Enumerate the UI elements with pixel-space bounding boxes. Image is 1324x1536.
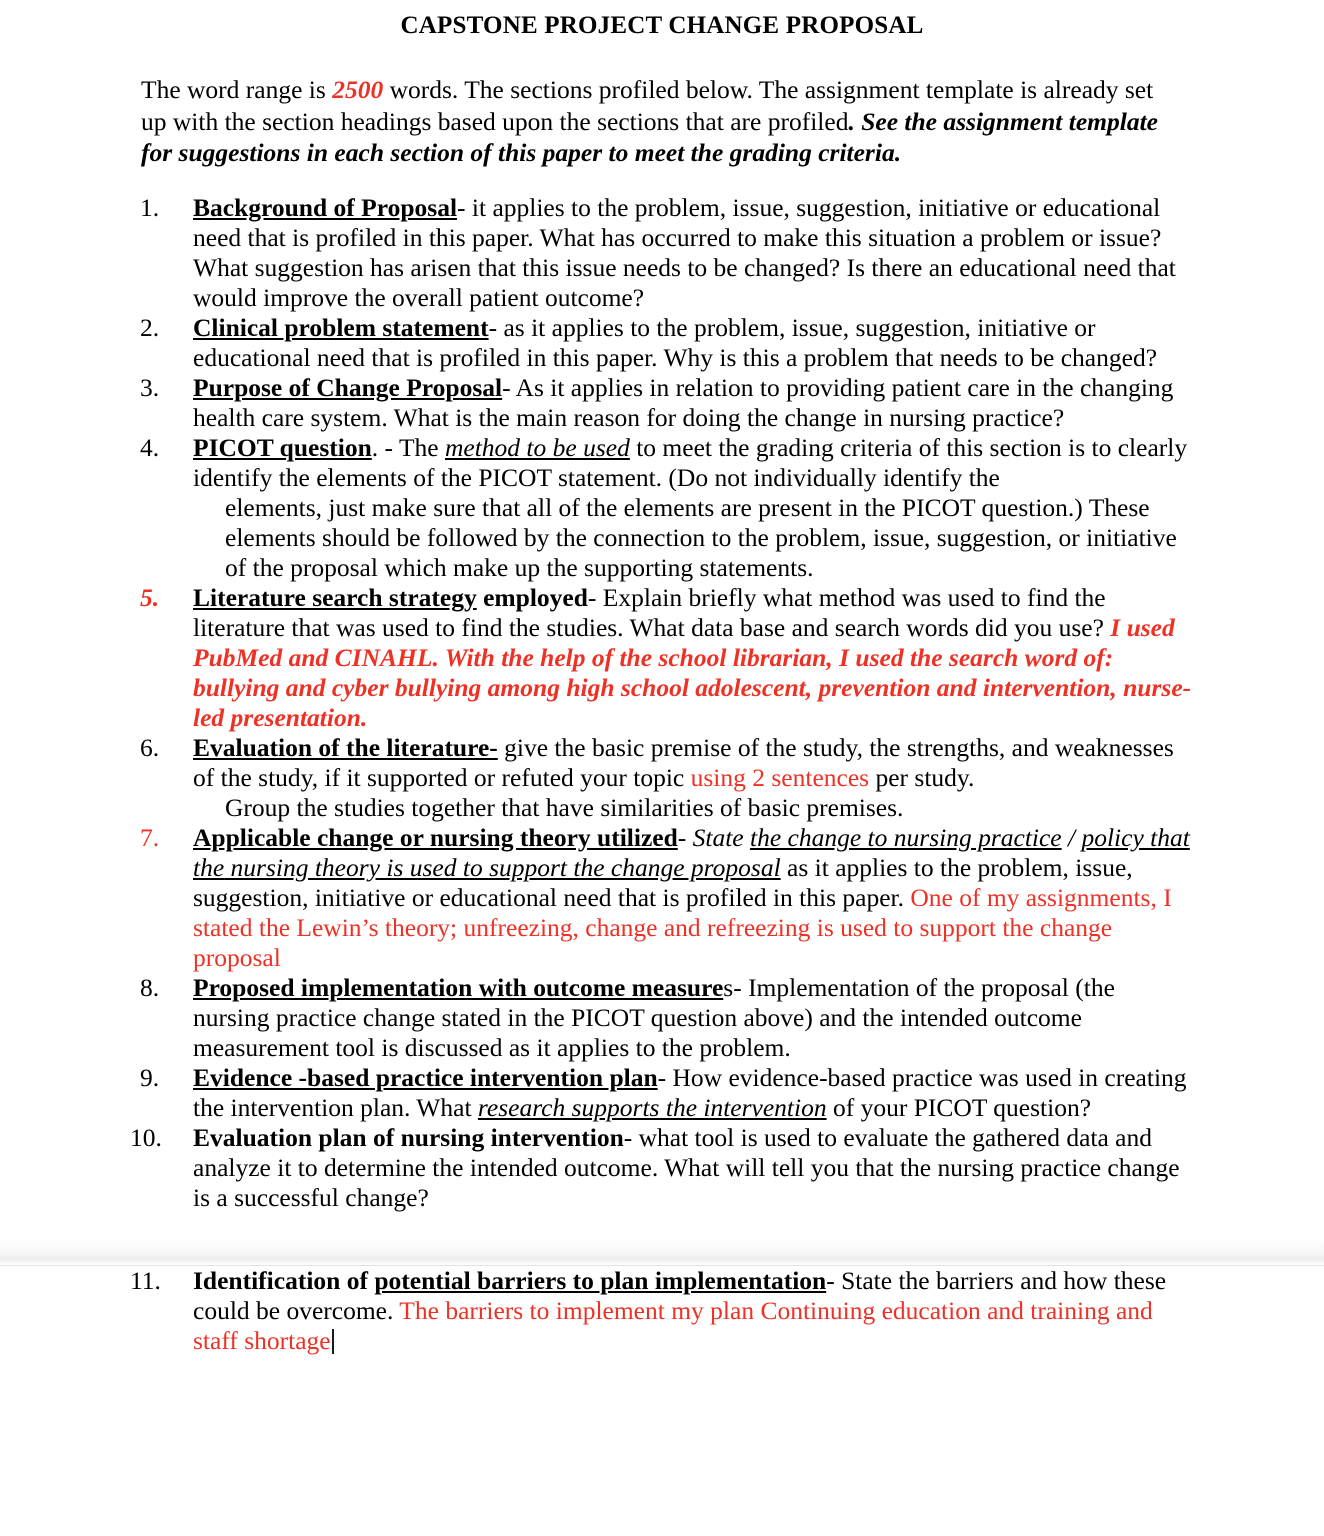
page-break-shadow — [0, 1239, 1324, 1266]
section-body-11: - State the barriers and how these could be overcome. — [193, 1265, 1167, 1325]
section-heading-6: Evaluation of the literature- — [193, 732, 498, 762]
list-item-7 — [0, 823, 1196, 973]
list-marker-4: 4. — [140, 432, 160, 462]
list-item-3 — [0, 373, 1196, 433]
section-heading-2: Clinical problem statement — [193, 312, 489, 342]
section-body-3: - As it applies in relation to providing patient care in the changing health care system. What is the main reason for doing the change in nursing practice? — [193, 372, 1174, 432]
list-item-9 — [0, 1063, 1196, 1123]
section-italic-slash-7: / — [1061, 822, 1082, 852]
section-body-9b: of your PICOT question? — [826, 1092, 1092, 1122]
section-body-9a: - How evidence-based practice was used in creating the intervention plan. What — [193, 1062, 1187, 1122]
section-heading-5: Literature search strategy — [193, 582, 477, 612]
text-cursor — [332, 1329, 334, 1354]
list-item-4 — [0, 433, 1196, 583]
section-body-8: - Implementation of the proposal (the nursing practice change stated in the PICOT question above) and the intended outcome measurement tool is discussed as it applies to the problem. — [193, 972, 1115, 1062]
intro-text-part2: words. The sections profiled below. The assignment template is already set up with the section headings based upon the sections that are profiled — [141, 75, 1154, 136]
section-body-6: give the basic premise of the study, the strengths, and weaknesses of the study, if it supported or refuted your topic — [193, 732, 1174, 792]
section-body-2: - as it applies to the problem, issue, suggestion, initiative or educational need that is profiled in this paper. Why is this a problem that needs to be changed? — [193, 312, 1158, 372]
page-title: CAPSTONE PROJECT CHANGE PROPOSAL — [400, 12, 924, 39]
section-body-4a: . - The — [371, 432, 445, 462]
section-heading-7: Applicable change or nursing theory utilized — [193, 822, 678, 852]
section-red-note-6: using 2 sentences — [690, 762, 870, 792]
section-emphasis-9: research supports the intervention — [477, 1092, 827, 1122]
list-marker-11: 11. — [130, 1265, 161, 1295]
list-marker-5: 5. — [140, 582, 160, 612]
list-marker-6: 6. — [140, 732, 160, 762]
section-heading-11: Identification of — [193, 1265, 375, 1295]
section-emphasis-7b: policy that the — [193, 822, 1190, 882]
section-heading-9: Evidence -based practice intervention plan — [193, 1062, 658, 1092]
section-red-note-11: The barriers to implement my plan Continuing education and training and staff shortage — [193, 1295, 1153, 1355]
list-marker-2: 2. — [140, 312, 160, 342]
section-emphasis-7c: nursing theory is used to support the change proposal — [224, 852, 781, 882]
list-item-5 — [0, 583, 1196, 733]
section-body-6b: per study. — [869, 762, 975, 792]
section-emphasis-7a: the change to nursing practice — [750, 822, 1062, 852]
list-marker-1: 1. — [140, 192, 160, 222]
section-heading-11-underlined: potential barriers to plan implementation — [374, 1265, 827, 1295]
proposal-sections-list — [0, 193, 1324, 1356]
list-marker-10: 10. — [130, 1122, 162, 1152]
section-body-1: - it applies to the problem, issue, suggestion, initiative or educational need that is profiled in this paper. What has occurred to make this situation a problem or issue? What suggestion has arisen that this issue needs to be changed? Is there an educational need that would improve the overall patient outcome? — [193, 192, 1176, 312]
section-italic-state-7: State — [692, 822, 751, 852]
intro-text-part1: The word range is — [141, 75, 333, 104]
section-heading-3: Purpose of Change Proposal — [193, 372, 503, 402]
section-body-4b: to meet the grading criteria of this section is to clearly identify the elements of the PICOT statement. (Do not individually identify the — [193, 432, 1188, 492]
list-item-6 — [0, 733, 1196, 823]
intro-paragraph — [141, 74, 1184, 169]
list-marker-8: 8. — [140, 972, 160, 1002]
section-subtext-4: elements, just make sure that all of the elements are present in the PICOT question.) These elements should be followed by the connection to the problem, issue, suggestion, or initiative of the proposal which make up the supporting statements. — [225, 492, 1177, 582]
section-subtext-6: Group the studies together that have similarities of basic premises. — [225, 792, 904, 822]
section-body-7b: as it applies to the problem, issue, suggestion, initiative or educational need that is profiled in this paper. — [193, 852, 1133, 912]
section-red-note-7: One of my assignments, I stated the Lewin’s theory; unfreezing, change and refreezing is used to support the change proposal — [193, 882, 1172, 972]
list-item-11 — [0, 1266, 1196, 1356]
section-heading-8-tail: s — [723, 972, 734, 1002]
list-marker-9: 9. — [140, 1062, 160, 1092]
section-red-note-5: I used PubMed and CINAHL. With the help of the school librarian, I used the search word of: bullying and cyber bullying among high school adolescent, prevention and intervention, nurse-led presentation. — [193, 612, 1192, 732]
section-heading-4: PICOT question — [193, 432, 372, 462]
section-heading-5-tail: employed — [476, 582, 588, 612]
section-heading-10: Evaluation plan of nursing intervention — [193, 1122, 624, 1152]
section-body-10: - what tool is used to evaluate the gathered data and analyze it to determine the intended outcome. What will tell you that the nursing practice change is a successful change? — [193, 1122, 1180, 1212]
intro-emphasis: . See the assignment template for suggestions in each section of this paper to meet the grading criteria. — [141, 106, 1158, 167]
page-break-divider — [0, 1239, 1324, 1266]
section-body-7a: - — [677, 822, 693, 852]
list-item-8 — [0, 973, 1196, 1063]
intro-word-count: 2500 — [332, 75, 384, 104]
list-marker-3: 3. — [140, 372, 160, 402]
list-item-2 — [0, 313, 1196, 373]
section-heading-8: Proposed implementation with outcome measure — [193, 972, 724, 1002]
list-item-1 — [0, 193, 1196, 313]
section-heading-1: Background of Proposal — [193, 192, 458, 222]
section-body-5: - Explain briefly what method was used to find the literature that was used to find the studies. What data base and search words did you use? — [193, 582, 1111, 642]
list-item-10 — [0, 1123, 1196, 1213]
section-emphasis-4: method to be used — [444, 432, 630, 462]
list-marker-7: 7. — [140, 822, 160, 852]
